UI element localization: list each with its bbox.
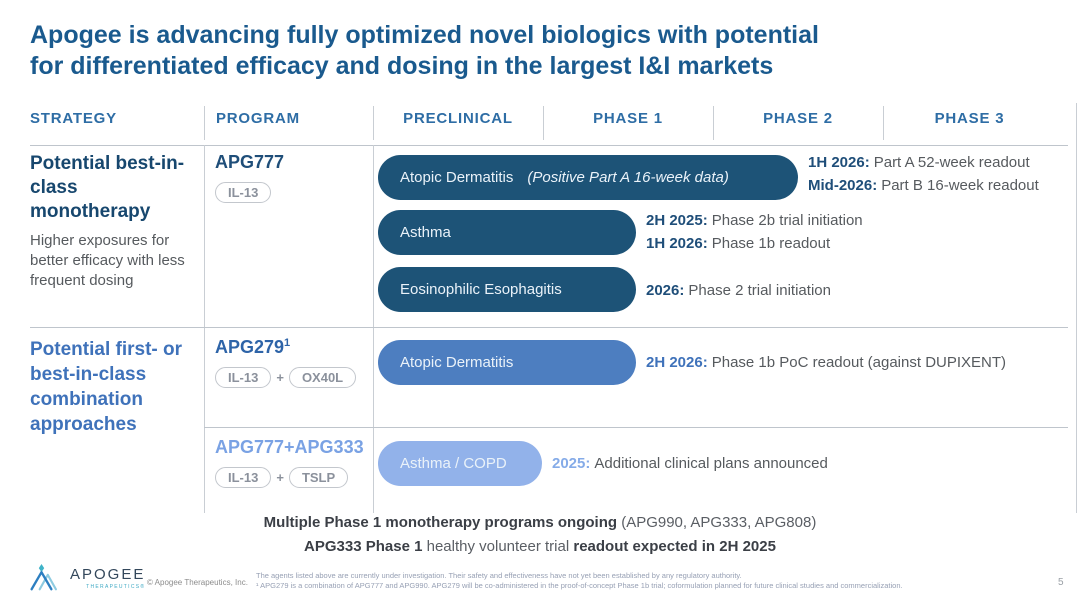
- legal-disclaimer: [256, 571, 1026, 591]
- bar-label: Asthma / COPD: [400, 455, 507, 472]
- milestone-date: 2025:: [552, 455, 591, 472]
- copyright-notice: © Apogee Therapeutics, Inc.: [147, 578, 248, 587]
- column-header-program: PROGRAM: [216, 110, 300, 127]
- plus-separator: +: [276, 370, 284, 385]
- milestone-text: Phase 2b trial initiation: [711, 212, 863, 229]
- milestone: [646, 279, 831, 302]
- column-header-phase2: PHASE 2: [763, 110, 833, 127]
- bar-label: Atopic Dermatitis: [400, 169, 514, 186]
- program-apg777-targets: [215, 182, 271, 203]
- summary-line1-bold: Multiple Phase 1 monotherapy programs ongoing: [263, 514, 618, 531]
- summary-line1-rest: (APG990, APG333, APG808): [617, 514, 817, 531]
- program-apg777: [215, 152, 284, 173]
- apogee-wordmark-text: APOGEE: [70, 566, 146, 583]
- milestone-date: 1H 2026:: [646, 235, 708, 252]
- milestone-date: Mid-2026:: [808, 177, 878, 194]
- header-column-divider: [543, 106, 544, 140]
- body-column-divider: [204, 145, 205, 513]
- apogee-wordmark-subtext: THERAPEUTICS®: [86, 584, 146, 590]
- table-right-border: [1076, 103, 1077, 513]
- milestone: [552, 452, 828, 475]
- disclaimer-line1: The agents listed above are currently under investigation. Their safety and effectiveness have not yet been established by any regulatory authority.: [256, 571, 742, 580]
- slide-title: [30, 20, 1010, 82]
- column-header-strategy: STRATEGY: [30, 110, 117, 127]
- pipeline-bar-asthma-copd: [378, 441, 542, 486]
- pipeline-bar-atopic-dermatitis: [378, 155, 798, 200]
- header-underline: [30, 145, 1068, 146]
- page-number: 5: [1058, 577, 1064, 588]
- bar-note: (Positive Part A 16-week data): [527, 169, 729, 186]
- header-column-divider: [373, 106, 374, 140]
- column-header-phase1: PHASE 1: [593, 110, 663, 127]
- milestones-eoe: [646, 279, 831, 302]
- milestone-text: Additional clinical plans announced: [594, 455, 828, 472]
- target-pill-ox40l: OX40L: [289, 367, 356, 388]
- milestone-text: Part A 52-week readout: [873, 154, 1030, 171]
- bar-label: Asthma: [400, 224, 451, 241]
- program-apg279-targets: [215, 367, 356, 388]
- header-column-divider: [883, 106, 884, 140]
- target-pill-il13: IL-13: [215, 182, 271, 203]
- milestone-date: 2026:: [646, 282, 685, 299]
- bar-label: Eosinophilic Esophagitis: [400, 281, 562, 298]
- pipeline-bar-atopic-dermatitis-combo: [378, 340, 636, 385]
- milestone: [808, 174, 1039, 197]
- program-apg279: [215, 337, 290, 358]
- body-column-divider: [373, 145, 374, 513]
- milestone-text: Phase 1b readout: [711, 235, 831, 252]
- summary-line-1: [0, 514, 1080, 531]
- program-apg279-footnote-marker: 1: [284, 337, 291, 349]
- row-divider: [204, 427, 1068, 428]
- pipeline-bar-asthma: [378, 210, 636, 255]
- pipeline-bar-eosinophilic-esophagitis: [378, 267, 636, 312]
- program-apg777-name: APG777: [215, 152, 285, 172]
- milestone: [646, 209, 863, 232]
- header-column-divider: [204, 106, 205, 140]
- header-column-divider: [713, 106, 714, 140]
- milestone-text: Phase 1b PoC readout (against DUPIXENT): [711, 354, 1007, 371]
- summary-line2-rest: healthy volunteer trial: [422, 538, 574, 555]
- summary-line-2: [0, 538, 1080, 555]
- milestone-text: Part B 16-week readout: [881, 177, 1039, 194]
- milestones-asthma: [646, 209, 863, 255]
- summary-line2-bold1: APG333 Phase 1: [304, 538, 423, 555]
- strategy-combination-title: Potential first- or best-in-class combination approaches: [30, 339, 183, 435]
- section-divider: [30, 327, 1068, 328]
- strategy-monotherapy-title: Potential best-in-class monotherapy: [30, 153, 185, 222]
- milestone-date: 2H 2025:: [646, 212, 708, 229]
- strategy-monotherapy-subtitle: Higher exposures for better efficacy with less frequent dosing: [30, 232, 185, 289]
- disclaimer-line2: ¹ APG279 is a combination of APG777 and APG990. APG279 will be co-administered in the proof-of-concept Phase 1b trial; coformulation planned for future clinical studies and commercialization.: [256, 581, 903, 590]
- program-apg777-apg333: [215, 437, 364, 458]
- target-pill-il13: IL-13: [215, 367, 271, 388]
- apogee-wordmark: [70, 566, 145, 590]
- milestones-apg777-apg333: [552, 452, 828, 475]
- program-apg777-apg333-targets: [215, 467, 348, 488]
- milestone: [808, 151, 1039, 174]
- bar-label: Atopic Dermatitis: [400, 354, 514, 371]
- milestone-date: 1H 2026:: [808, 154, 870, 171]
- column-header-preclinical: PRECLINICAL: [403, 110, 513, 127]
- apogee-logo: [28, 563, 145, 593]
- plus-separator: +: [276, 470, 284, 485]
- target-pill-il13: IL-13: [215, 467, 271, 488]
- slide-title-line2: for differentiated efficacy and dosing in the largest I&I markets: [30, 52, 774, 80]
- target-pill-tslp: TSLP: [289, 467, 348, 488]
- milestone: [646, 351, 1006, 374]
- milestone: [646, 232, 863, 255]
- apogee-logo-icon: [28, 563, 64, 593]
- program-apg279-name: APG279: [215, 337, 285, 357]
- summary-line2-bold2: readout expected in 2H 2025: [573, 538, 776, 555]
- column-header-phase3: PHASE 3: [934, 110, 1005, 127]
- milestone-date: 2H 2026:: [646, 354, 708, 371]
- milestones-apg279: [646, 351, 1006, 374]
- program-apg777-apg333-name: APG777+APG333: [215, 437, 364, 457]
- milestones-atopic-dermatitis: [808, 151, 1039, 197]
- milestone-text: Phase 2 trial initiation: [688, 282, 831, 299]
- slide-title-line1: Apogee is advancing fully optimized novel biologics with potential: [30, 21, 819, 49]
